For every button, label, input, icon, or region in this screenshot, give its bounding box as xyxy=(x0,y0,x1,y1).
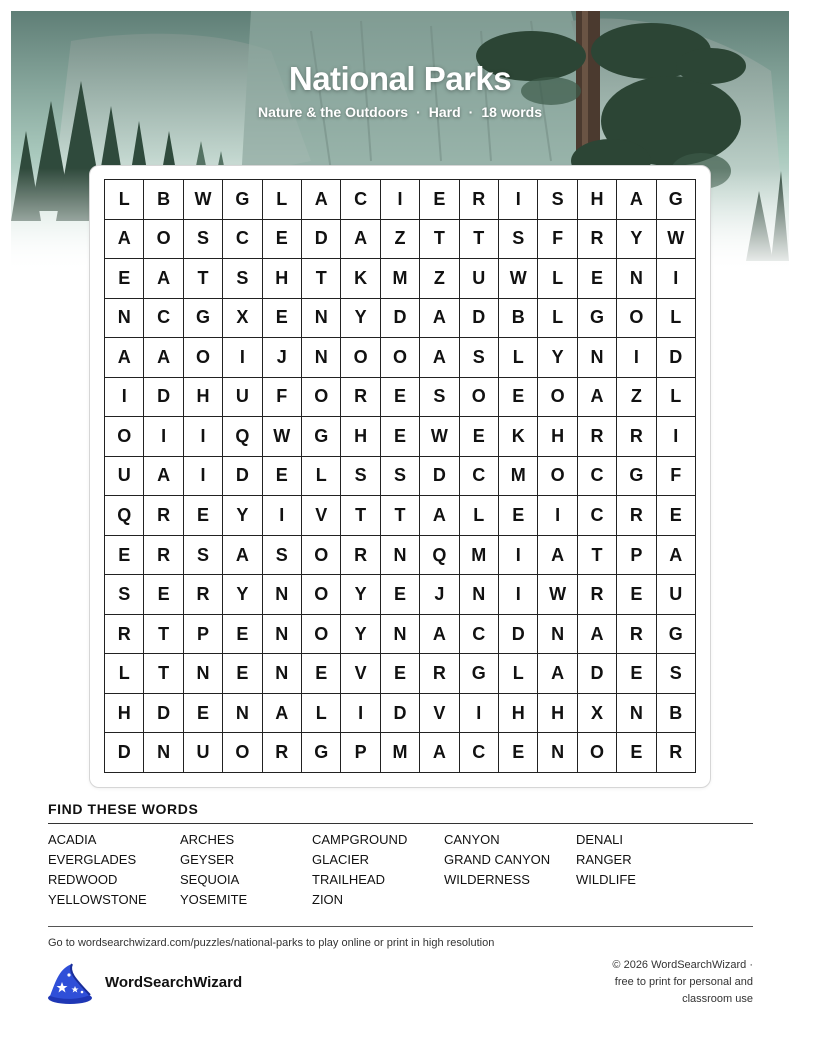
difficulty-label: Hard xyxy=(428,104,461,120)
grid-cell[interactable]: L xyxy=(499,338,538,378)
grid-cell[interactable]: I xyxy=(184,417,223,457)
word-list-item: ARCHES xyxy=(180,832,235,847)
grid-cell[interactable]: J xyxy=(263,338,302,378)
word-list-item: REDWOOD xyxy=(48,872,118,887)
grid-cell[interactable]: O xyxy=(538,457,577,497)
grid-cell[interactable]: S xyxy=(263,536,302,576)
grid-cell[interactable]: O xyxy=(381,338,420,378)
grid-cell[interactable]: C xyxy=(578,457,617,497)
grid-cell[interactable]: R xyxy=(341,536,380,576)
puzzle-title: National Parks xyxy=(288,60,512,97)
grid-cell[interactable]: I xyxy=(499,536,538,576)
grid-cell[interactable]: H xyxy=(105,694,144,734)
word-list-item: GRAND CANYON xyxy=(444,852,551,867)
grid-cell[interactable]: E xyxy=(302,654,341,694)
grid-cell[interactable]: O xyxy=(302,575,341,615)
grid-cell[interactable]: T xyxy=(184,259,223,299)
grid-cell[interactable]: C xyxy=(460,615,499,655)
word-list-item: YELLOWSTONE xyxy=(48,892,147,907)
grid-cell[interactable]: S xyxy=(184,536,223,576)
grid-cell[interactable]: I xyxy=(341,694,380,734)
grid-cell[interactable]: A xyxy=(420,615,459,655)
grid-cell[interactable]: D xyxy=(499,615,538,655)
grid-cell[interactable]: A xyxy=(144,338,183,378)
word-list-item: EVERGLADES xyxy=(48,852,137,867)
grid-cell[interactable]: L xyxy=(499,654,538,694)
grid-cell[interactable]: H xyxy=(184,378,223,418)
grid-cell[interactable]: Y xyxy=(538,338,577,378)
grid-cell[interactable]: E xyxy=(381,575,420,615)
grid-cell[interactable]: R xyxy=(617,615,656,655)
grid-cell[interactable]: R xyxy=(144,496,183,536)
grid-cell[interactable]: R xyxy=(420,654,459,694)
grid-cell[interactable]: L xyxy=(657,378,696,418)
grid-cell[interactable]: I xyxy=(144,417,183,457)
grid-cell[interactable]: G xyxy=(223,180,262,220)
grid-cell[interactable]: L xyxy=(263,180,302,220)
grid-cell[interactable]: U xyxy=(223,378,262,418)
grid-cell[interactable]: C xyxy=(460,733,499,773)
grid-cell[interactable]: M xyxy=(381,259,420,299)
grid-cell[interactable]: E xyxy=(617,654,656,694)
grid-cell[interactable]: N xyxy=(460,575,499,615)
grid-cell[interactable]: N xyxy=(263,654,302,694)
grid-cell[interactable]: W xyxy=(538,575,577,615)
grid-cell[interactable]: E xyxy=(578,259,617,299)
grid-cell[interactable]: R xyxy=(263,733,302,773)
grid-cell[interactable]: R xyxy=(578,575,617,615)
grid-cell[interactable]: G xyxy=(657,180,696,220)
grid-cell[interactable]: E xyxy=(381,417,420,457)
grid-cell[interactable]: T xyxy=(578,536,617,576)
grid-cell[interactable]: O xyxy=(105,417,144,457)
grid-cell[interactable]: L xyxy=(460,496,499,536)
grid-cell[interactable]: A xyxy=(105,338,144,378)
word-list-item: DENALI xyxy=(576,832,623,847)
grid-cell[interactable]: S xyxy=(381,457,420,497)
grid-cell[interactable]: U xyxy=(184,733,223,773)
grid-cell[interactable]: S xyxy=(105,575,144,615)
grid-cell[interactable]: N xyxy=(617,694,656,734)
grid-cell[interactable]: K xyxy=(341,259,380,299)
grid-cell[interactable]: D xyxy=(420,457,459,497)
grid-cell[interactable]: I xyxy=(499,180,538,220)
grid-cell[interactable]: N xyxy=(302,338,341,378)
grid-cell[interactable]: R xyxy=(657,733,696,773)
grid-cell[interactable]: P xyxy=(184,615,223,655)
grid-cell[interactable]: H xyxy=(341,417,380,457)
word-list-item: RANGER xyxy=(576,852,632,867)
grid-cell[interactable]: M xyxy=(460,536,499,576)
grid-cell[interactable]: I xyxy=(538,496,577,536)
subtitle-separator: · xyxy=(468,104,474,120)
grid-cell[interactable]: C xyxy=(144,299,183,339)
grid-cell[interactable]: E xyxy=(184,496,223,536)
grid-cell[interactable]: R xyxy=(617,417,656,457)
grid-cell[interactable]: I xyxy=(223,338,262,378)
grid-cell[interactable]: L xyxy=(302,457,341,497)
grid-cell[interactable]: E xyxy=(381,378,420,418)
grid-cell[interactable]: X xyxy=(223,299,262,339)
grid-cell[interactable]: W xyxy=(499,259,538,299)
grid-cell[interactable]: G xyxy=(460,654,499,694)
wizard-hat-icon xyxy=(46,962,94,1011)
grid-cell[interactable]: C xyxy=(578,496,617,536)
grid-cell[interactable]: A xyxy=(538,536,577,576)
grid-cell[interactable]: H xyxy=(538,694,577,734)
grid-cell[interactable]: V xyxy=(302,496,341,536)
grid-cell[interactable]: L xyxy=(302,694,341,734)
grid-cell[interactable]: E xyxy=(381,654,420,694)
word-list-item: TRAILHEAD xyxy=(312,872,385,887)
grid-cell[interactable]: O xyxy=(144,220,183,260)
grid-cell[interactable]: A xyxy=(657,536,696,576)
grid-cell[interactable]: E xyxy=(105,536,144,576)
grid-cell[interactable]: F xyxy=(263,378,302,418)
grid-cell[interactable]: N xyxy=(617,259,656,299)
grid-cell[interactable]: I xyxy=(499,575,538,615)
grid-cell[interactable]: N xyxy=(263,615,302,655)
grid-cell[interactable]: H xyxy=(578,180,617,220)
grid-cell[interactable]: Y xyxy=(617,220,656,260)
word-list-item: GEYSER xyxy=(180,852,235,867)
grid-cell[interactable]: R xyxy=(144,536,183,576)
grid-cell[interactable]: W xyxy=(263,417,302,457)
grid-cell[interactable]: N xyxy=(538,615,577,655)
grid-cell[interactable]: L xyxy=(538,299,577,339)
grid-cell[interactable]: D xyxy=(144,694,183,734)
word-list-item: ACADIA xyxy=(48,832,97,847)
grid-cell[interactable]: S xyxy=(420,378,459,418)
grid-cell[interactable]: A xyxy=(420,299,459,339)
grid-cell[interactable]: R xyxy=(578,417,617,457)
brand-name: WordSearchWizard xyxy=(105,974,243,991)
grid-cell[interactable]: N xyxy=(381,615,420,655)
grid-cell[interactable]: E xyxy=(460,417,499,457)
grid-cell[interactable]: T xyxy=(420,220,459,260)
grid-cell[interactable]: D xyxy=(144,378,183,418)
grid-cell[interactable]: L xyxy=(657,299,696,339)
grid-cell[interactable]: E xyxy=(263,299,302,339)
grid-cell[interactable]: B xyxy=(144,180,183,220)
grid-cell[interactable]: Y xyxy=(223,575,262,615)
grid-cell[interactable]: U xyxy=(657,575,696,615)
grid-cell[interactable]: S xyxy=(184,220,223,260)
grid-cell[interactable]: U xyxy=(460,259,499,299)
grid-cell[interactable]: R xyxy=(578,220,617,260)
grid-cell[interactable]: O xyxy=(538,378,577,418)
grid-cell[interactable]: A xyxy=(263,694,302,734)
grid-cell[interactable]: O xyxy=(460,378,499,418)
grid-cell[interactable]: T xyxy=(341,496,380,536)
grid-cell[interactable]: C xyxy=(223,220,262,260)
grid-cell[interactable]: E xyxy=(263,457,302,497)
grid-cell[interactable]: O xyxy=(302,378,341,418)
grid-cell[interactable]: A xyxy=(420,733,459,773)
word-list-item: CANYON xyxy=(444,832,500,847)
grid-cell[interactable]: N xyxy=(144,733,183,773)
word-count-label: 18 words xyxy=(481,104,543,120)
grid-cell[interactable]: D xyxy=(578,654,617,694)
grid-cell[interactable]: I xyxy=(460,694,499,734)
grid-cell[interactable]: D xyxy=(302,220,341,260)
grid-cell[interactable]: E xyxy=(105,259,144,299)
grid-cell[interactable]: Q xyxy=(223,417,262,457)
grid-cell[interactable]: Z xyxy=(420,259,459,299)
copyright-notice xyxy=(553,957,753,1008)
grid-cell[interactable]: W xyxy=(184,180,223,220)
grid-cell[interactable]: M xyxy=(381,733,420,773)
word-list-item: GLACIER xyxy=(312,852,370,867)
grid-cell[interactable]: F xyxy=(538,220,577,260)
grid-cell[interactable]: G xyxy=(657,615,696,655)
grid-cell[interactable]: O xyxy=(184,338,223,378)
grid-cell[interactable]: S xyxy=(460,338,499,378)
grid-cell[interactable]: D xyxy=(105,733,144,773)
copyright-line: classroom use xyxy=(682,993,753,1005)
grid-cell[interactable]: E xyxy=(420,180,459,220)
grid-cell[interactable]: G xyxy=(302,417,341,457)
grid-cell[interactable]: F xyxy=(657,457,696,497)
grid-cell[interactable]: E xyxy=(657,496,696,536)
grid-cell[interactable]: P xyxy=(341,733,380,773)
grid-cell[interactable]: D xyxy=(381,299,420,339)
grid-cell[interactable]: D xyxy=(223,457,262,497)
grid-cell[interactable]: L xyxy=(538,259,577,299)
grid-cell[interactable]: N xyxy=(302,299,341,339)
divider xyxy=(48,823,753,824)
grid-cell[interactable]: N xyxy=(184,654,223,694)
grid-cell[interactable]: O xyxy=(617,299,656,339)
grid-cell[interactable]: S xyxy=(499,220,538,260)
grid-cell[interactable]: S xyxy=(538,180,577,220)
grid-cell[interactable]: A xyxy=(617,180,656,220)
grid-cell[interactable]: U xyxy=(105,457,144,497)
grid-cell[interactable]: Y xyxy=(223,496,262,536)
grid-cell[interactable]: E xyxy=(144,575,183,615)
grid-cell[interactable]: B xyxy=(499,299,538,339)
grid-cell[interactable]: A xyxy=(341,220,380,260)
grid-cell[interactable]: S xyxy=(657,654,696,694)
grid-cell[interactable]: A xyxy=(578,615,617,655)
grid-cell[interactable]: R xyxy=(341,378,380,418)
grid-cell[interactable]: R xyxy=(617,496,656,536)
grid-cell[interactable]: E xyxy=(223,615,262,655)
grid-cell[interactable]: N xyxy=(263,575,302,615)
grid-cell[interactable]: C xyxy=(460,457,499,497)
grid-cell[interactable]: T xyxy=(460,220,499,260)
grid-cell[interactable]: W xyxy=(420,417,459,457)
word-list-item: ZION xyxy=(312,892,344,907)
grid-cell[interactable]: L xyxy=(105,180,144,220)
grid-cell[interactable]: C xyxy=(341,180,380,220)
grid-cell[interactable]: I xyxy=(184,457,223,497)
grid-cell[interactable]: E xyxy=(223,654,262,694)
grid-cell[interactable]: I xyxy=(657,417,696,457)
grid-cell[interactable]: G xyxy=(302,733,341,773)
category-label: Nature & the Outdoors xyxy=(257,104,409,120)
grid-cell[interactable]: O xyxy=(302,615,341,655)
grid-cell[interactable]: A xyxy=(302,180,341,220)
word-list xyxy=(48,832,728,912)
grid-cell[interactable]: I xyxy=(381,180,420,220)
grid-cell[interactable]: B xyxy=(657,694,696,734)
grid-cell[interactable]: H xyxy=(263,259,302,299)
grid-cell[interactable]: A xyxy=(420,496,459,536)
grid-cell[interactable]: R xyxy=(105,615,144,655)
footer-link-text[interactable]: Go to wordsearchwizard.com/puzzles/national-parks to play online or print in high resolution xyxy=(48,937,495,949)
grid-cell[interactable]: I xyxy=(105,378,144,418)
grid-cell[interactable]: A xyxy=(538,654,577,694)
subtitle-separator: · xyxy=(416,104,421,120)
grid-cell[interactable]: A xyxy=(420,338,459,378)
grid-cell[interactable]: O xyxy=(578,733,617,773)
divider xyxy=(48,926,753,927)
grid-cell[interactable]: Y xyxy=(341,299,380,339)
puzzle-subtitle xyxy=(0,104,800,120)
word-list-item: WILDLIFE xyxy=(576,872,636,887)
grid-cell[interactable]: G xyxy=(184,299,223,339)
grid-cell[interactable]: D xyxy=(460,299,499,339)
grid-cell[interactable]: E xyxy=(263,220,302,260)
grid-cell[interactable]: D xyxy=(657,338,696,378)
grid-cell[interactable]: A xyxy=(144,457,183,497)
grid-cell[interactable]: Z xyxy=(381,220,420,260)
grid-cell[interactable]: N xyxy=(538,733,577,773)
copyright-line: free to print for personal and xyxy=(614,976,753,988)
grid-cell[interactable]: E xyxy=(499,496,538,536)
grid-cell[interactable]: H xyxy=(538,417,577,457)
grid-cell[interactable]: E xyxy=(617,575,656,615)
grid-cell[interactable]: P xyxy=(617,536,656,576)
grid-cell[interactable]: T xyxy=(144,654,183,694)
grid-cell[interactable]: L xyxy=(105,654,144,694)
copyright-line: © 2026 WordSearchWizard · xyxy=(612,959,753,971)
grid-cell[interactable]: A xyxy=(144,259,183,299)
grid-cell[interactable]: T xyxy=(302,259,341,299)
grid-cell[interactable]: N xyxy=(223,694,262,734)
grid-cell[interactable]: Z xyxy=(617,378,656,418)
grid-cell[interactable]: T xyxy=(381,496,420,536)
word-list-item: YOSEMITE xyxy=(180,892,248,907)
grid-cell[interactable]: R xyxy=(460,180,499,220)
grid-cell[interactable]: H xyxy=(499,694,538,734)
grid-cell[interactable]: E xyxy=(499,378,538,418)
grid-cell[interactable]: A xyxy=(223,536,262,576)
word-list-item: WILDERNESS xyxy=(444,872,530,887)
grid-cell[interactable]: S xyxy=(223,259,262,299)
word-list-item: SEQUOIA xyxy=(180,872,240,887)
grid-cell[interactable]: O xyxy=(302,536,341,576)
grid-cell[interactable]: E xyxy=(499,733,538,773)
grid-cell[interactable]: J xyxy=(420,575,459,615)
word-list-item: CAMPGROUND xyxy=(312,832,408,847)
grid-cell[interactable]: S xyxy=(341,457,380,497)
grid-cell[interactable]: V xyxy=(341,654,380,694)
grid-cell[interactable]: Y xyxy=(341,575,380,615)
grid-cell[interactable]: N xyxy=(105,299,144,339)
grid-cell[interactable]: Q xyxy=(420,536,459,576)
grid-cell[interactable]: I xyxy=(263,496,302,536)
grid-cell[interactable]: M xyxy=(499,457,538,497)
grid-cell[interactable]: N xyxy=(578,338,617,378)
grid-cell[interactable]: I xyxy=(617,338,656,378)
grid-cell[interactable]: G xyxy=(617,457,656,497)
grid-cell[interactable]: K xyxy=(499,417,538,457)
grid-cell[interactable]: A xyxy=(578,378,617,418)
grid-cell[interactable]: D xyxy=(381,694,420,734)
letter-grid xyxy=(104,179,696,773)
grid-cell[interactable]: G xyxy=(578,299,617,339)
grid-cell[interactable]: E xyxy=(184,694,223,734)
grid-cell[interactable]: W xyxy=(657,220,696,260)
grid-cell[interactable]: X xyxy=(578,694,617,734)
grid-cell[interactable]: R xyxy=(184,575,223,615)
grid-cell[interactable]: N xyxy=(381,536,420,576)
grid-cell[interactable]: O xyxy=(223,733,262,773)
grid-cell[interactable]: E xyxy=(617,733,656,773)
grid-cell[interactable]: O xyxy=(341,338,380,378)
grid-cell[interactable]: Q xyxy=(105,496,144,536)
grid-cell[interactable]: T xyxy=(144,615,183,655)
grid-cell[interactable]: I xyxy=(657,259,696,299)
word-list-heading: FIND THESE WORDS xyxy=(48,801,199,817)
grid-cell[interactable]: A xyxy=(105,220,144,260)
grid-cell[interactable]: V xyxy=(420,694,459,734)
grid-cell[interactable]: Y xyxy=(341,615,380,655)
